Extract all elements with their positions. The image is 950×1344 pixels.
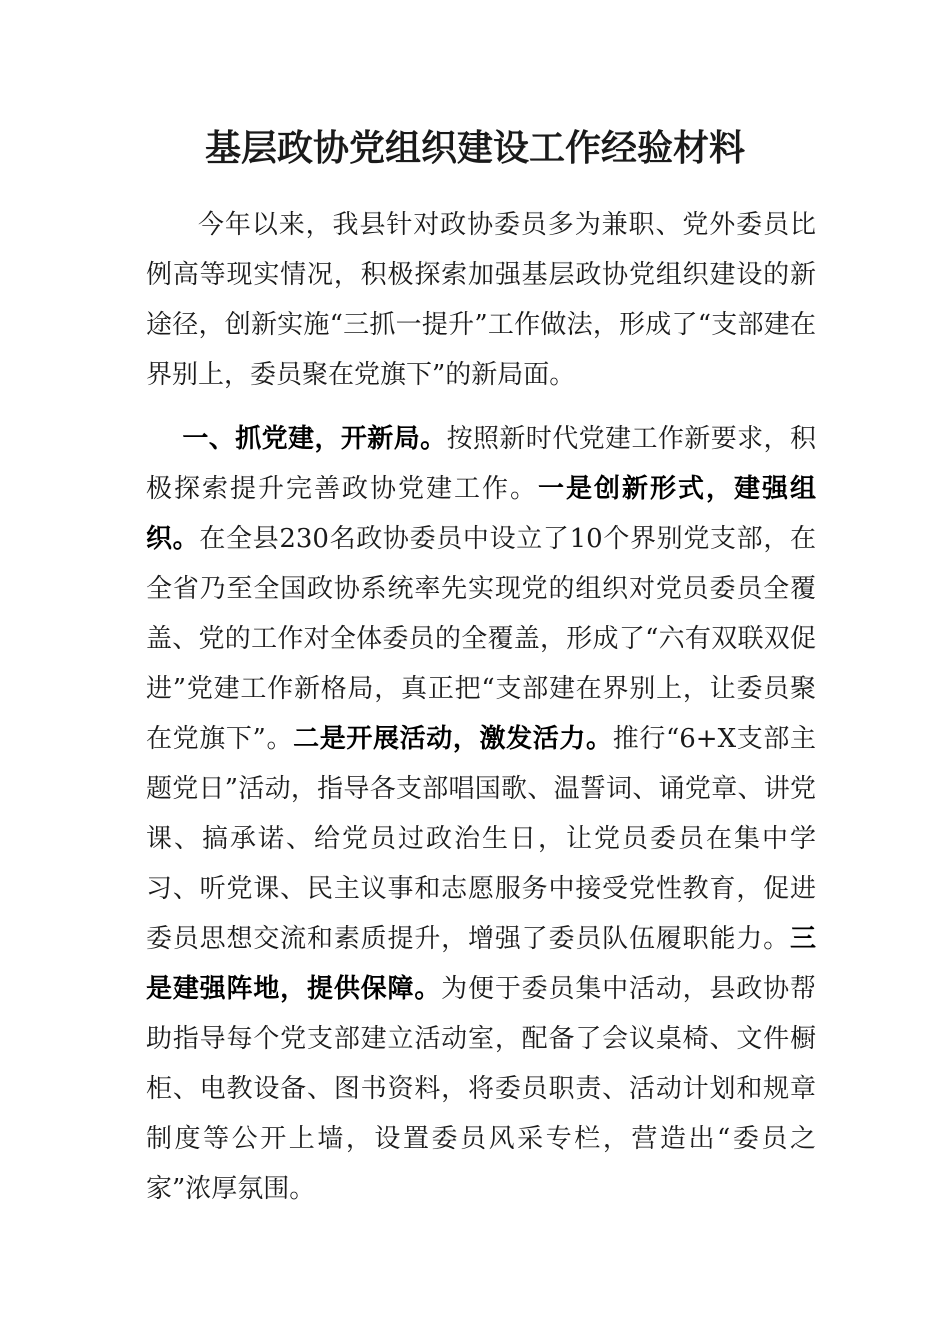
point-3-text: 为便于委员集中活动，县政协帮助指导每个党支部建立活动室，配备了会议桌椅、文件橱柜、电教设备、图书资料，将委员职责、活动计划和规章制度等公开上墙，设置委员风采专栏，营造出“委员之家”浓厚氛围。 (146, 974, 816, 1204)
point-3-heading: 三是建强阵地，提供保障。 (146, 924, 816, 1004)
intro-paragraph: 今年以来，我县针对政协委员多为兼职、党外委员比例高等现实情况，积极探索加强基层政协党组织建设的新途径，创新实施“三抓一提升”工作做法，形成了“支部建在界别上，委员聚在党旗下”的新局面。 (146, 210, 816, 390)
document-body (146, 200, 816, 1214)
document-title: 基层政协党组织建设工作经验材料 (204, 127, 745, 169)
section-1-paragraph (146, 414, 816, 1214)
point-2-heading: 二是开展活动，激发活力。 (293, 724, 613, 754)
point-1-text: 在全县230名政协委员中设立了10个界别党支部，在全省乃至全国政协系统率先实现党的组织对党员委员全覆盖、党的工作对全体委员的全覆盖，形成了“六有双联双促进”党建工作新格局，真正把“支部建在界别上，让委员聚在党旗下”。 (146, 524, 816, 754)
section-1-heading: 一、抓党建，开新局。 (182, 424, 447, 454)
point-2-text: 推行“6+X支部主题党日”活动，指导各支部唱国歌、温誓词、诵党章、讲党课、搞承诺、给党员过政治生日，让党员委员在集中学习、听党课、民主议事和志愿服务中接受党性教育，促进委员思想交流和素质提升，增强了委员队伍履职能力。 (146, 724, 816, 954)
point-1-heading: 一是创新形式，建强组织。 (146, 474, 816, 554)
section-1-text: 按照新时代党建工作新要求，积极探索提升完善政协党建工作。 (146, 424, 816, 504)
